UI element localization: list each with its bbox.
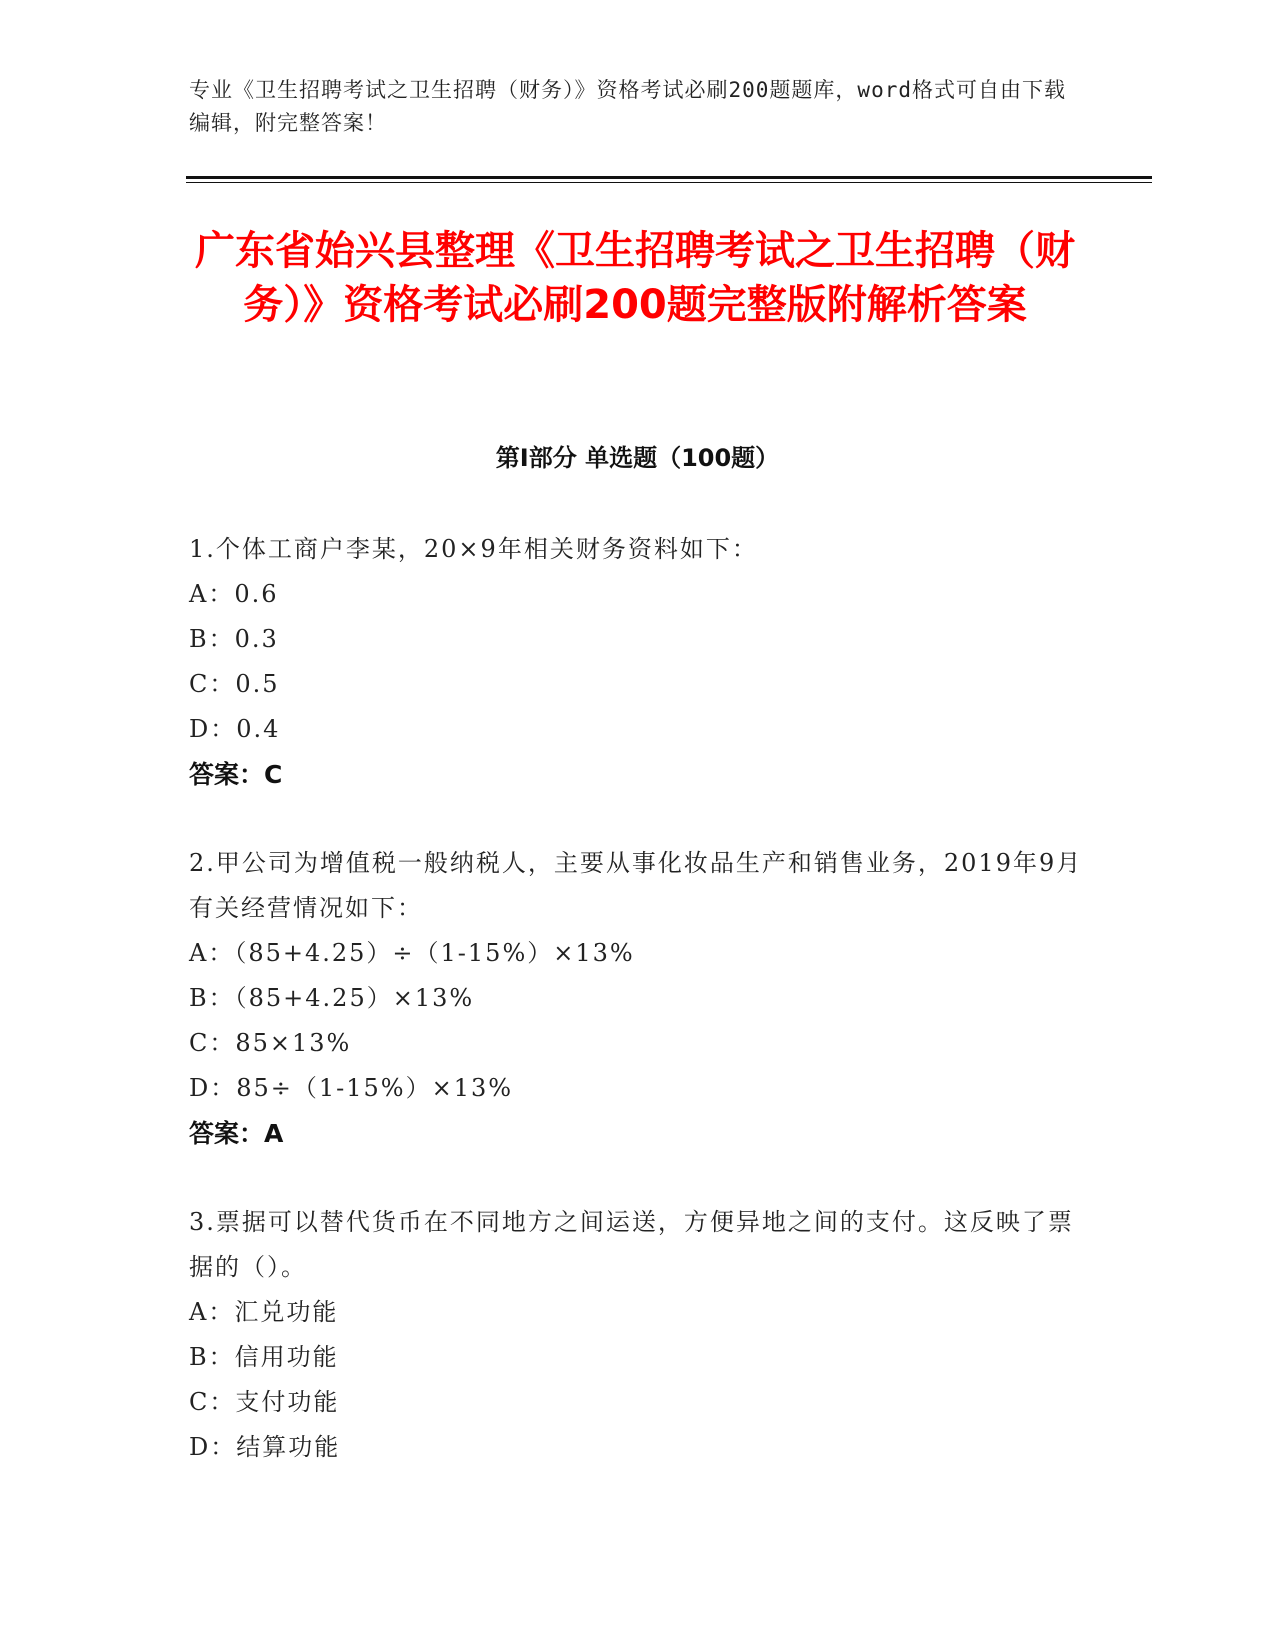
option-b: B：（85+4.25）×13% xyxy=(189,984,475,1012)
option-a: A：（85+4.25）÷（1-15%）×13% xyxy=(189,939,635,967)
question-2 xyxy=(189,841,1089,1156)
header-divider-thin xyxy=(186,182,1152,183)
answer-label: 答案：C xyxy=(189,760,283,789)
option-b: B：0.3 xyxy=(189,625,279,653)
question-stem: 1.个体工商户李某，20×9年相关财务资料如下： xyxy=(189,535,758,563)
option-c: C：0.5 xyxy=(189,670,280,698)
option-c: C：支付功能 xyxy=(189,1388,340,1416)
header-note: 专业《卫生招聘考试之卫生招聘（财务）》资格考试必刷200题题库，word格式可自由下载编辑，附完整答案！ xyxy=(189,78,1066,135)
answer-label: 答案：A xyxy=(189,1119,284,1148)
question-stem: 2.甲公司为增值税一般纳税人，主要从事化妆品生产和销售业务，2019年9月有关经营情况如下： xyxy=(189,849,1083,922)
question-3 xyxy=(189,1200,1089,1470)
option-d: D：85÷（1-15%）×13% xyxy=(189,1074,514,1102)
option-b: B：信用功能 xyxy=(189,1343,339,1371)
document-title: 广东省始兴县整理《卫生招聘考试之卫生招聘（财务）》资格考试必刷200题完整版附解析答案 xyxy=(195,228,1075,328)
option-a: A：0.6 xyxy=(189,580,279,608)
option-d: D：结算功能 xyxy=(189,1433,341,1461)
header-divider-thick xyxy=(186,176,1152,179)
option-c: C：85×13% xyxy=(189,1029,352,1057)
question-1 xyxy=(189,527,1089,797)
question-list xyxy=(189,527,1089,1514)
question-stem: 3.票据可以替代货币在不同地方之间运送，方便异地之间的支付。这反映了票据的（）。 xyxy=(189,1208,1074,1281)
option-a: A：汇兑功能 xyxy=(189,1298,339,1326)
section-heading: 第Ⅰ部分 单选题（100题） xyxy=(495,444,780,472)
option-d: D：0.4 xyxy=(189,715,281,743)
